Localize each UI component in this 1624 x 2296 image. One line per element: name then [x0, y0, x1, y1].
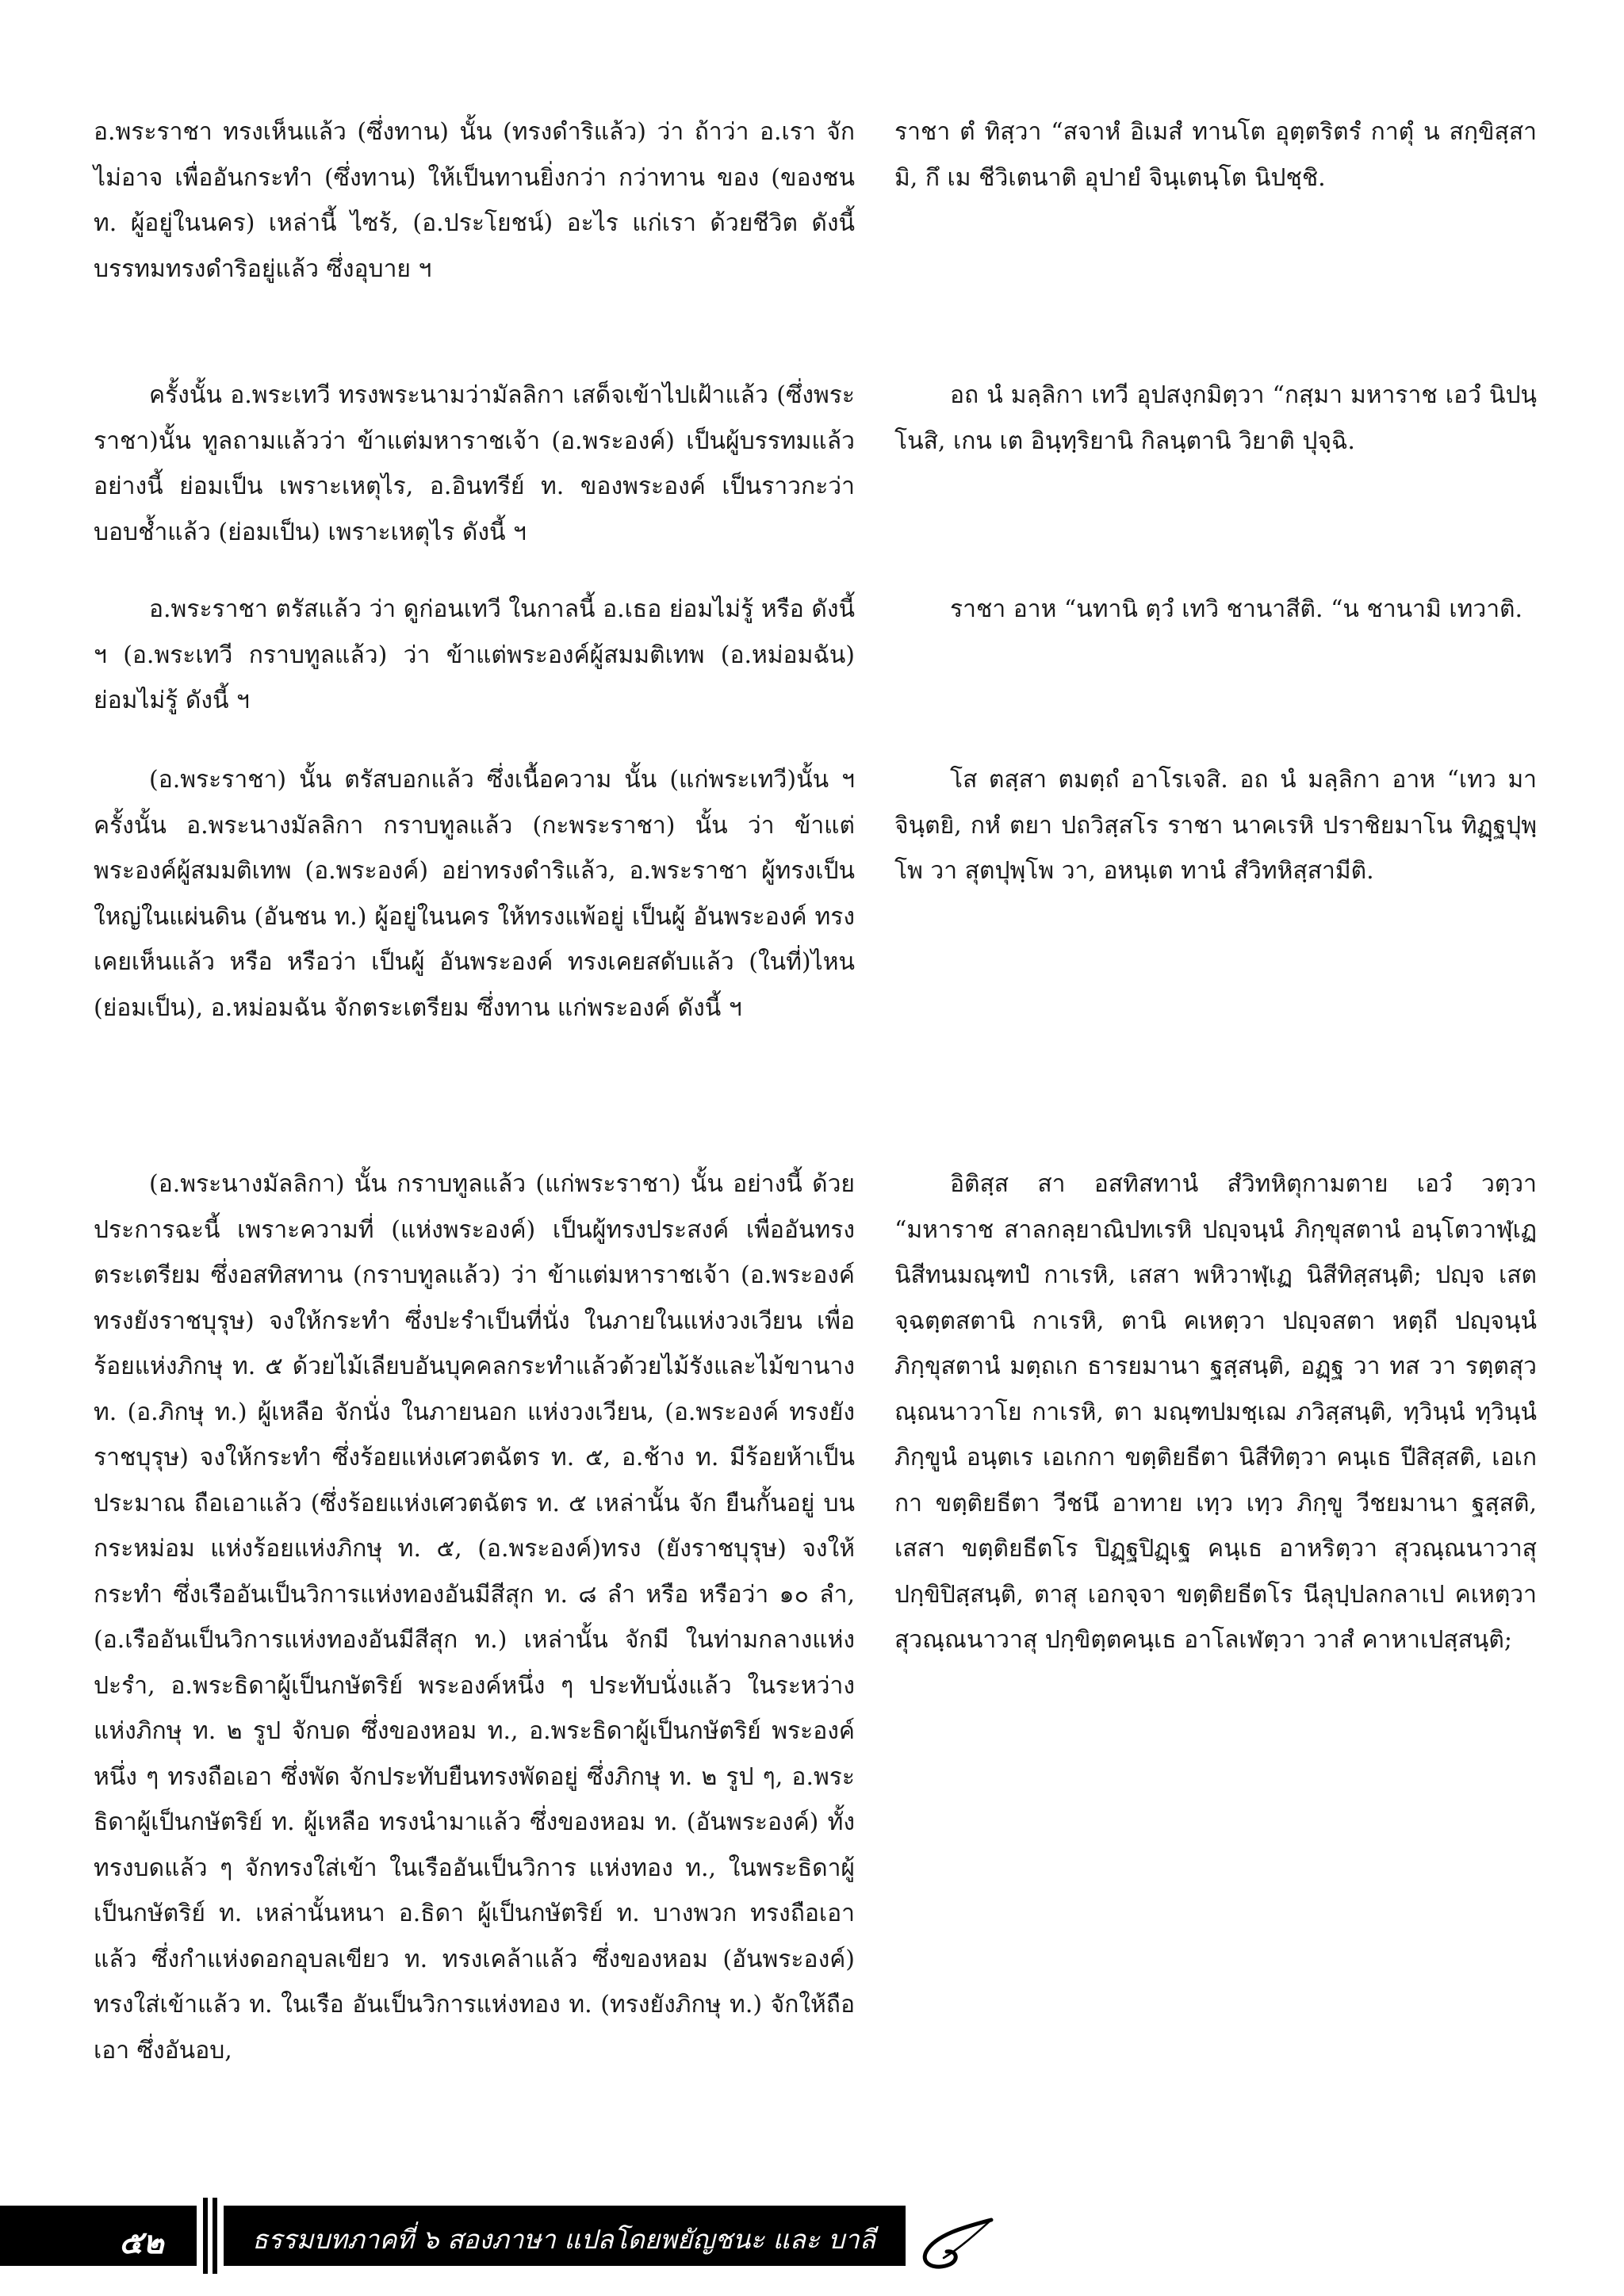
- thai-column: [94, 1161, 855, 2073]
- pali-column: [894, 373, 1537, 464]
- pali-paragraph: โส ตสฺสา ตมตฺถํ อาโรเจสิ. อถ นํ มลฺลิกา อาห “เทว มา จินฺตยิ, กหํ ตยา ปถวิสฺสโร ราชา นาคเรหิ ปราชิยมาโน ทิฏฺฐปุพฺโพ วา สุตปุพฺโพ วา, อหนฺเต ทานํ สํวิทหิสฺสามีติ.: [894, 766, 1537, 885]
- footer-title-box: [224, 2206, 906, 2266]
- curl-ornament-icon: [912, 2202, 999, 2274]
- thai-paragraph: (อ.พระราชา) นั้น ตรัสบอกแล้ว ซึ่งเนื้อความ นั้น (แก่พระเทวี)นั้น ฯ ครั้งนั้น อ.พระนางมัลลิกา กราบทูลแล้ว (กะพระราชา) นั้น ว่า ข้าแต่พระองค์ผู้สมมติเทพ (อ.พระองค์) อย่าทรงดำริแล้ว, อ.พระราชา ผู้ทรงเป็นใหญ่ในแผ่นดิน (อันชน ท.) ผู้อยู่ในนคร ให้ทรงแพ้อยู่ เป็นผู้ อันพระองค์ ทรงเคยเห็นแล้ว หรือ หรือว่า เป็นผู้ อันพระองค์ ทรงเคยสดับแล้ว (ในที่)ไหน (ย่อมเป็น), อ.หม่อมฉัน จักตระเตรียม ซึ่งทาน แก่พระองค์ ดังนี้ ฯ: [94, 766, 855, 1022]
- thai-column: [94, 587, 855, 724]
- page-number-box: [0, 2206, 197, 2266]
- thai-paragraph: (อ.พระนางมัลลิกา) นั้น กราบทูลแล้ว (แก่พระราชา) นั้น อย่างนี้ ด้วยประการฉะนี้ เพราะความที่ (แห่งพระองค์) เป็นผู้ทรงประสงค์ เพื่ออันทรงตระเตรียม ซึ่งอสทิสทาน (กราบทูลแล้ว) ว่า ข้าแต่มหาราชเจ้า (อ.พระองค์ ทรงยังราชบุรุษ) จงให้กระทำ ซึ่งปะรำเป็นที่นั่ง ในภายในแห่งวงเวียน เพื่อร้อยแห่งภิกษุ ท. ๕ ด้วยไม้เลียบอันบุคคลกระทำแล้วด้วยไม้รังและไม้ขานาง ท. (อ.ภิกษุ ท.) ผู้เหลือ จักนั่ง ในภายนอก แห่งวงเวียน, (อ.พระองค์ ทรงยังราชบุรุษ) จงให้กระทำ ซึ่งร้อยแห่งเศวตฉัตร ท. ๕, อ.ช้าง ท. มีร้อยห้าเป็นประมาณ ถือเอาแล้ว (ซึ่งร้อยแห่งเศวตฉัตร ท. ๕ เหล่านั้น จัก ยืนกั้นอยู่ บนกระหม่อม แห่งร้อยแห่งภิกษุ ท. ๕, (อ.พระองค์)ทรง (ยังราชบุรุษ) จงให้กระทำ ซึ่งเรืออันเป็นวิการแห่งทองอันมีสีสุก ท. ๘ ลำ หรือ หรือว่า ๑๐ ลำ, (อ.เรืออันเป็นวิการแห่งทองอันมีสีสุก ท.) เหล่านั้น จักมี ในท่ามกลางแห่งปะรำ, อ.พระธิดาผู้เป็นกษัตริย์ พระองค์หนึ่ง ๆ ประทับนั่งแล้ว ในระหว่าง แห่งภิกษุ ท. ๒ รูป จักบด ซึ่งของหอม ท., อ.พระธิดาผู้เป็นกษัตริย์ พระองค์หนึ่ง ๆ ทรงถือเอา ซึ่งพัด จักประทับยืนทรงพัดอยู่ ซึ่งภิกษุ ท. ๒ รูป ๆ, อ.พระธิดาผู้เป็นกษัตริย์ ท. ผู้เหลือ ทรงนำมาแล้ว ซึ่งของหอม ท. (อันพระองค์) ทั้งทรงบดแล้ว ๆ จักทรงใส่เข้า ในเรืออันเป็นวิการ แห่งทอง ท., ในพระธิดาผู้เป็นกษัตริย์ ท. เหล่านั้นหนา อ.ธิดา ผู้เป็นกษัตริย์ ท. บางพวก ทรงถือเอาแล้ว ซึ่งกำแห่งดอกอุบลเขียว ท. ทรงเคล้าแล้ว ซึ่งของหอม (อันพระองค์) ทรงใส่เข้าแล้ว ท. ในเรือ อันเป็นวิการแห่งทอง ท. (ทรงยังภิกษุ ท.) จักให้ถือเอา ซึ่งอันอบ,: [94, 1170, 855, 2064]
- thai-column: [94, 373, 855, 555]
- pali-paragraph: อิติสฺส สา อสทิสทานํ สํวิทหิตุกามตาย เอวํ วตฺวา “มหาราช สาลกลฺยาณิปทเรหิ ปญฺจนฺนํ ภิกฺขุสตานํ อนฺโตวาฬฺเฏ นิสีทนมณฺฑปํ กาเรหิ, เสสา พหิวาฬฺเฏ นิสีทิสฺสนฺติ; ปญฺจ เสตจฺฉตฺตสตานิ กาเรหิ, ตานิ คเหตฺวา ปญฺจสตา หตฺถี ปญฺจนฺนํ ภิกฺขุสตานํ มตฺถเก ธารยมานา ฐสฺสนฺติ, อฏฺฐ วา ทส วา รตฺตสุวณฺณนาวาโย กาเรหิ, ตา มณฺฑปมชฺเฌ ภวิสฺสนฺติ, ทฺวินฺนํ ทฺวินฺนํ ภิกฺขูนํ อนฺตเร เอเกกา ขตฺติยธีตา นิสีทิตฺวา คนฺเธ ปีสิสฺสติ, เอเกกา ขตฺติยธีตา วีชนึ อาทาย เทฺว เทฺว ภิกฺขู วีชยมานา ฐสฺสติ, เสสา ขตฺติยธีตโร ปิฏฺฐปิฏฺเฐ คนฺเธ อาหริตฺวา สุวณฺณนาวาสุ ปกฺขิปิสฺสนฺติ, ตาสุ เอกจฺจา ขตฺติยธีตโร นีลุปฺปลกลาเป คเหตฺวา สุวณฺณนาวาสุ ปกฺขิตฺตคนฺเธ อาโลเฬตฺวา วาสํ คาหาเปสฺสนฺติ;: [894, 1170, 1537, 1654]
- page-footer: [0, 2198, 1624, 2274]
- pali-column: [894, 109, 1537, 201]
- page-number: ๕๒: [119, 2224, 164, 2261]
- footer-divider: [203, 2198, 208, 2274]
- pali-column: [894, 1161, 1537, 1663]
- pali-column: [894, 587, 1537, 633]
- thai-column: [94, 757, 855, 1031]
- thai-column: [94, 109, 855, 292]
- pali-paragraph: ราชา อาห “นทานิ ตฺวํ เทวิ ชานาสีติ. “น ชานามิ เทวาติ.: [950, 595, 1523, 623]
- thai-paragraph: อ.พระราชา ทรงเห็นแล้ว (ซึ่งทาน) นั้น (ทรงดำริแล้ว) ว่า ถ้าว่า อ.เรา จักไม่อาจ เพื่ออันกระทำ (ซึ่งทาน) ให้เป็นทานยิ่งกว่า กว่าทาน ของ (ของชน ท. ผู้อยู่ในนคร) เหล่านี้ ไซร้, (อ.ประโยชน์) อะไร แก่เรา ด้วยชีวิต ดังนี้ บรรทมทรงดำริอยู่แล้ว ซึ่งอุบาย ฯ: [94, 118, 855, 283]
- pali-paragraph: อถ นํ มลฺลิกา เทวี อุปสงฺกมิตฺวา “กสฺมา มหาราช เอวํ นิปนฺโนสิ, เกน เต อินฺทฺริยานิ กิลนฺตานิ วิยาติ ปุจฺฉิ.: [894, 381, 1537, 455]
- book-title: ธรรมบทภาคที่ ๖ สองภาษา แปลโดยพยัญชนะ และ บาลี: [252, 2224, 875, 2255]
- footer-divider: [213, 2198, 217, 2274]
- thai-paragraph: ครั้งนั้น อ.พระเทวี ทรงพระนามว่ามัลลิกา เสด็จเข้าไปเฝ้าแล้ว (ซึ่งพระราชา)นั้น ทูลถามแล้วว่า ข้าแต่มหาราชเจ้า (อ.พระองค์) เป็นผู้บรรทมแล้ว อย่างนี้ ย่อมเป็น เพราะเหตุไร, อ.อินทรีย์ ท. ของพระองค์ เป็นราวกะว่า บอบช้ำแล้ว (ย่อมเป็น) เพราะเหตุไร ดังนี้ ฯ: [94, 381, 855, 546]
- pali-paragraph: ราชา ตํ ทิสฺวา “สจาหํ อิเมสํ ทานโต อุตฺตริตรํ กาตุํ น สกฺขิสฺสามิ, กึ เม ชีวิเตนาติ อุปายํ จินฺเตนฺโต นิปชฺชิ.: [894, 118, 1537, 192]
- thai-paragraph: อ.พระราชา ตรัสแล้ว ว่า ดูก่อนเทวี ในกาลนี้ อ.เธอ ย่อมไม่รู้ หรือ ดังนี้ ฯ (อ.พระเทวี กราบทูลแล้ว) ว่า ข้าแต่พระองค์ผู้สมมติเทพ (อ.หม่อมฉัน) ย่อมไม่รู้ ดังนี้ ฯ: [94, 595, 855, 714]
- pali-column: [894, 757, 1537, 894]
